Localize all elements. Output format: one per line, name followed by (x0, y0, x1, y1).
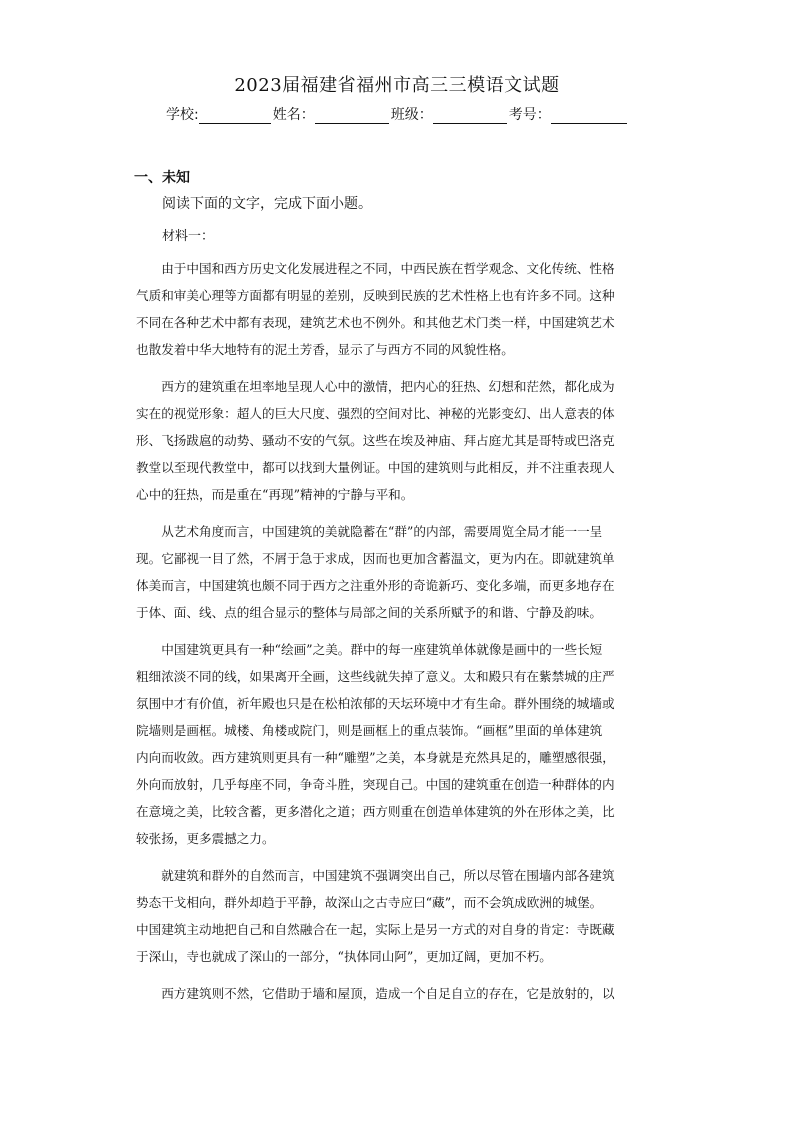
text-line: 势态干戈相向，群外却趋于平静，故深山之古寺应曰“藏”，而不会筑成欧洲的城堡。 (136, 895, 603, 910)
text-line: 中国建筑主动地把自己和自然融合在一起，实际上是另一方式的对自身的肯定：寺既藏 (136, 922, 615, 937)
text-line: 气质和审美心理等方面都有明显的差别，反映到民族的艺术性格上也有许多不同。这种 (136, 288, 615, 303)
school-label: 学校: (166, 107, 199, 123)
text-line: 现。它鄙视一目了然，不屑于急于求成，因而也更加含蓄温文，更为内在。即就建筑单 (136, 551, 615, 566)
section-title: 一、未知 (134, 170, 190, 186)
text-line: 就建筑和群外的自然而言，中国建筑不强调突出自己，所以尽管在围墙内部各建筑 (136, 868, 615, 883)
name-blank[interactable] (315, 109, 389, 124)
page-title: 2023届福建省福州市高三三模语文试题 (234, 75, 560, 96)
school-blank[interactable] (199, 109, 271, 124)
text-line: 在意境之美，比较含蓄，更多潜化之道；西方则重在创造单体建筑的外在形体之美，比 (136, 804, 615, 819)
text-line: 西方建筑则不然，它借助于墙和屋顶，造成一个自足自立的存在，它是放射的，以 (136, 986, 615, 1001)
student-info-fields (166, 104, 636, 124)
text-line: 不同在各种艺术中都有表现，建筑艺术也不例外。和其他艺术门类一样，中国建筑艺术 (136, 315, 615, 330)
text-line: 院墙则是画框。城楼、角楼或院门，则是画框上的重点装饰。“画框”里面的单体建筑 (136, 723, 603, 738)
text-line: 心中的狂热，而是重在“再现”精神的宁静与平和。 (136, 487, 414, 502)
paragraph (136, 636, 660, 852)
text-line: 西方的建筑重在坦率地呈现人心中的激情，把内心的狂热、幻想和茫然，都化成为 (136, 379, 615, 394)
class-blank[interactable] (433, 109, 507, 124)
class-label: 班级： (390, 107, 433, 123)
paragraph (136, 980, 660, 1007)
text-line: 内向而收敛。西方建筑则更具有一种“雕塑”之美，本身就是充然具足的，雕塑感很强， (136, 750, 615, 765)
text-line: 中国建筑更具有一种“绘画”之美。群中的每一座建筑单体就像是画中的一些长短 (136, 642, 603, 657)
exam-number-label: 考号： (508, 107, 551, 123)
paragraph (136, 518, 660, 626)
text-line: 氛围中才有价值，祈年殿也只是在松柏浓郁的天坛环境中才有生命。群外围绕的城墙或 (136, 696, 615, 711)
paragraph (136, 255, 660, 363)
text-line: 于深山，寺也就成了深山的一部分，“执体同山阿”，更加辽阔，更加不朽。 (136, 949, 552, 964)
text-line: 形、飞扬跋扈的动势、骚动不安的气氛。这些在埃及神庙、拜占庭尤其是哥特或巴洛克 (136, 433, 615, 448)
instruction-text: 阅读下面的文字，完成下面小题。 (162, 196, 372, 212)
material-label: 材料一： (162, 229, 215, 244)
text-line: 外向而放射，几乎每座不同，争奇斗胜，突现自己。中国的建筑重在创造一种群体的内 (136, 777, 615, 792)
exam-number-blank[interactable] (551, 109, 627, 124)
text-line: 粗细浓淡不同的线，如果离开全画，这些线就失掉了意义。太和殿只有在紫禁城的庄严 (136, 669, 615, 684)
text-line: 实在的视觉形象：超人的巨大尺度、强烈的空间对比、神秘的光影变幻、出人意表的体 (136, 406, 615, 421)
text-line: 由于中国和西方历史文化发展进程之不同，中西民族在哲学观念、文化传统、性格 (136, 261, 615, 276)
text-line: 也散发着中华大地特有的泥土芳香，显示了与西方不同的风貌性格。 (136, 342, 514, 357)
text-line: 从艺术角度而言，中国建筑的美就隐蓄在“群”的内部，需要周览全局才能一一呈 (136, 524, 603, 539)
text-line: 于体、面、线、点的组合显示的整体与局部之间的关系所赋予的和谐、宁静及韵味。 (136, 605, 602, 620)
name-label: 姓名： (272, 107, 315, 123)
text-line: 教堂以至现代教堂中，都可以找到大量例证。中国的建筑则与此相反，并不注重表现人 (136, 460, 615, 475)
text-line: 体美而言，中国建筑也颇不同于西方之注重外形的奇诡新巧、变化多端，而更多地存在 (136, 578, 615, 593)
text-line: 较张扬，更多震撼之力。 (136, 831, 275, 846)
paragraph (136, 862, 660, 970)
passage-body (136, 255, 660, 1007)
paragraph (136, 373, 660, 508)
